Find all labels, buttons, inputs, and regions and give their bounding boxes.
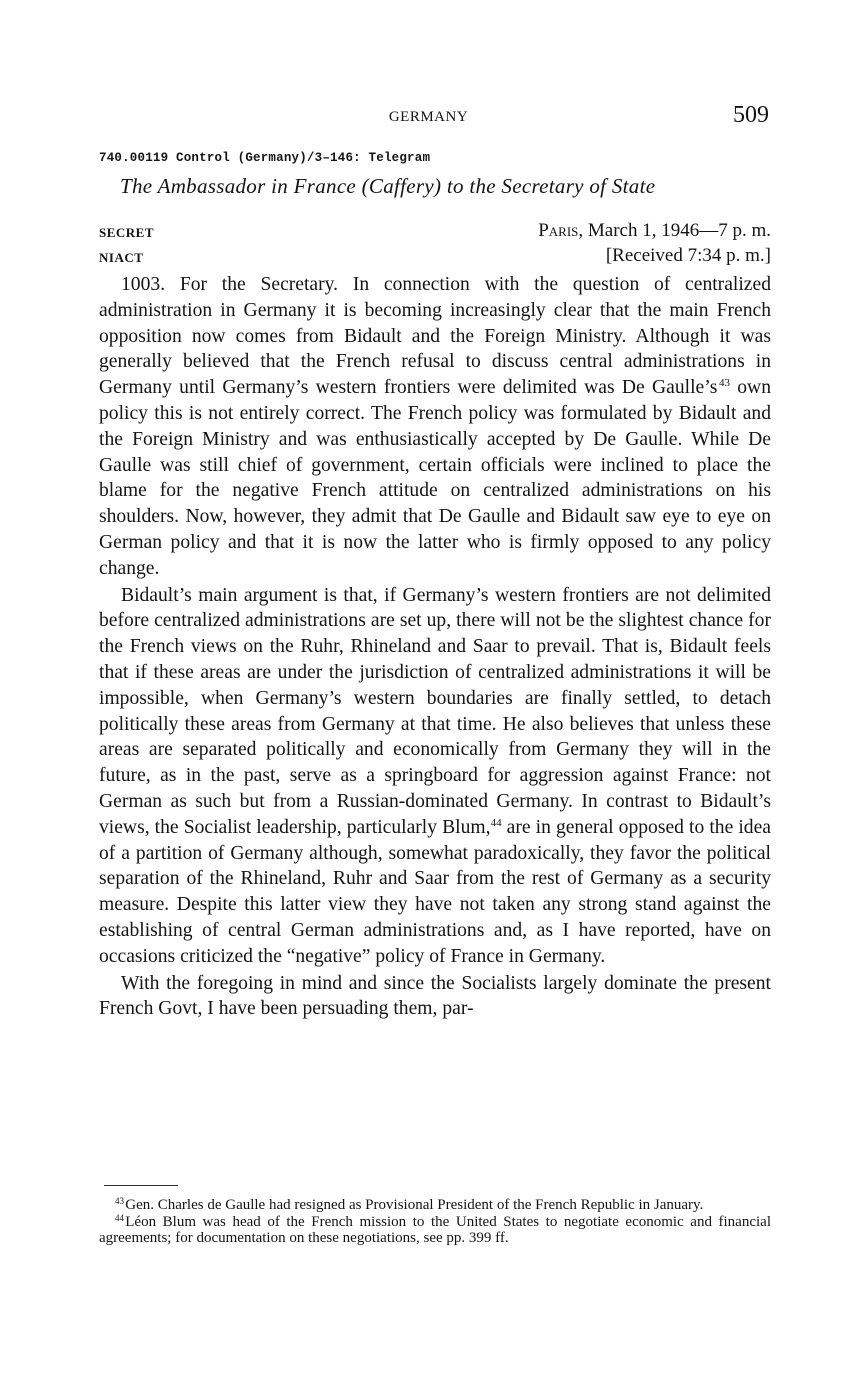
security-classification: SECRET bbox=[99, 225, 155, 240]
footnote-43 bbox=[99, 1197, 771, 1214]
footnote-ref-43[interactable]: 43 bbox=[718, 377, 730, 390]
dateline bbox=[538, 220, 771, 242]
paragraph-2-part-1: Bidault’s main argument is that, if Germany’s western frontiers are not delimited before centralized administrations are set up, there will not be the slightest chance for the French views on the Ruhr, Rhineland and Saar to prevail. That is, Bidault feels that if these areas are under the jurisdiction of centralized administrations it will be impossible, when Germany’s western boundaries are finally settled, to detach politically these areas from Germany at that time. He also believes that unless these areas are separated politically and economically from Germany they will in the future, as in the past, serve as a springboard for aggression against France: not German as such but from a Russian-dominated Germany. In contrast to Bidault’s views, the Socialist leadership, particularly Blum, bbox=[99, 584, 771, 838]
footnotes bbox=[99, 1197, 771, 1247]
footnote-ref-44[interactable]: 44 bbox=[490, 816, 502, 829]
paragraph-1 bbox=[99, 272, 771, 582]
handling-instruction: NIACT bbox=[99, 250, 144, 265]
footnote-text: Léon Blum was head of the French mission to the United States to negotiate economic and financial agreements; for documentation on these negotiations, see pp. 399 ff. bbox=[99, 1213, 771, 1247]
document-title: The Ambassador in France (Caffery) to the Secretary of State bbox=[120, 174, 656, 198]
footnote-44 bbox=[99, 1214, 771, 1247]
dateline-place: Paris bbox=[538, 220, 579, 241]
footnote-text: Gen. Charles de Gaulle had resigned as Provisional President of the French Republic in January. bbox=[125, 1197, 704, 1213]
paragraph-2-part-2: are in general opposed to the idea of a partition of Germany although, somewhat paradoxically, they favor the political separation of the Rhineland, Ruhr and Saar from the rest of Germany as a security measure. Despite this latter view they have not taken any strong stand against the establishing of central German administrations and, as I have reported, have on occasions criticized the “negative” policy of France in Germany. bbox=[99, 816, 771, 967]
running-head bbox=[0, 102, 857, 132]
file-reference: 740.00119 Control (Germany)/3–146: Telegram bbox=[99, 151, 431, 165]
footnote-marker: 44 bbox=[115, 1212, 124, 1223]
paragraph-1-part-1: 1003. For the Secretary. In connection with the question of centralized administration in Germany it is becoming increasingly clear that the main French opposition now comes from Bidault and the Foreign Ministry. Although it was generally believed that the French refusal to discuss central administrations in Germany until Germany’s western frontiers were delimited was De Gaulle’s bbox=[99, 274, 771, 399]
dateline-date: , March 1, 1946—7 p. m. bbox=[578, 220, 771, 241]
received-time: [Received 7:34 p. m.] bbox=[605, 245, 771, 266]
classification-line bbox=[99, 220, 771, 244]
footnote-rule bbox=[104, 1185, 178, 1186]
telegram-body bbox=[99, 272, 771, 1022]
paragraph-3 bbox=[99, 971, 771, 1023]
paragraph-2 bbox=[99, 583, 771, 970]
page-number: 509 bbox=[733, 102, 769, 128]
handling-line bbox=[99, 245, 771, 269]
running-head-title: GERMANY bbox=[388, 109, 469, 125]
paragraph-3-text: With the foregoing in mind and since the Socialists largely dominate the present French Govt, I have been persuading them, par- bbox=[99, 972, 771, 1020]
footnote-marker: 43 bbox=[115, 1196, 124, 1206]
paragraph-1-part-2: own policy this is not entirely correct. The French policy was formulated by Bidault and the Foreign Ministry and was enthusiastically accepted by De Gaulle. While De Gaulle was still chief of government, certain officials were inclined to place the blame for the negative French attitude on centralized administrations on his shoulders. Now, however, they admit that De Gaulle and Bidault saw eye to eye on German policy and that it is now the latter who is firmly opposed to any policy change. bbox=[99, 377, 771, 579]
